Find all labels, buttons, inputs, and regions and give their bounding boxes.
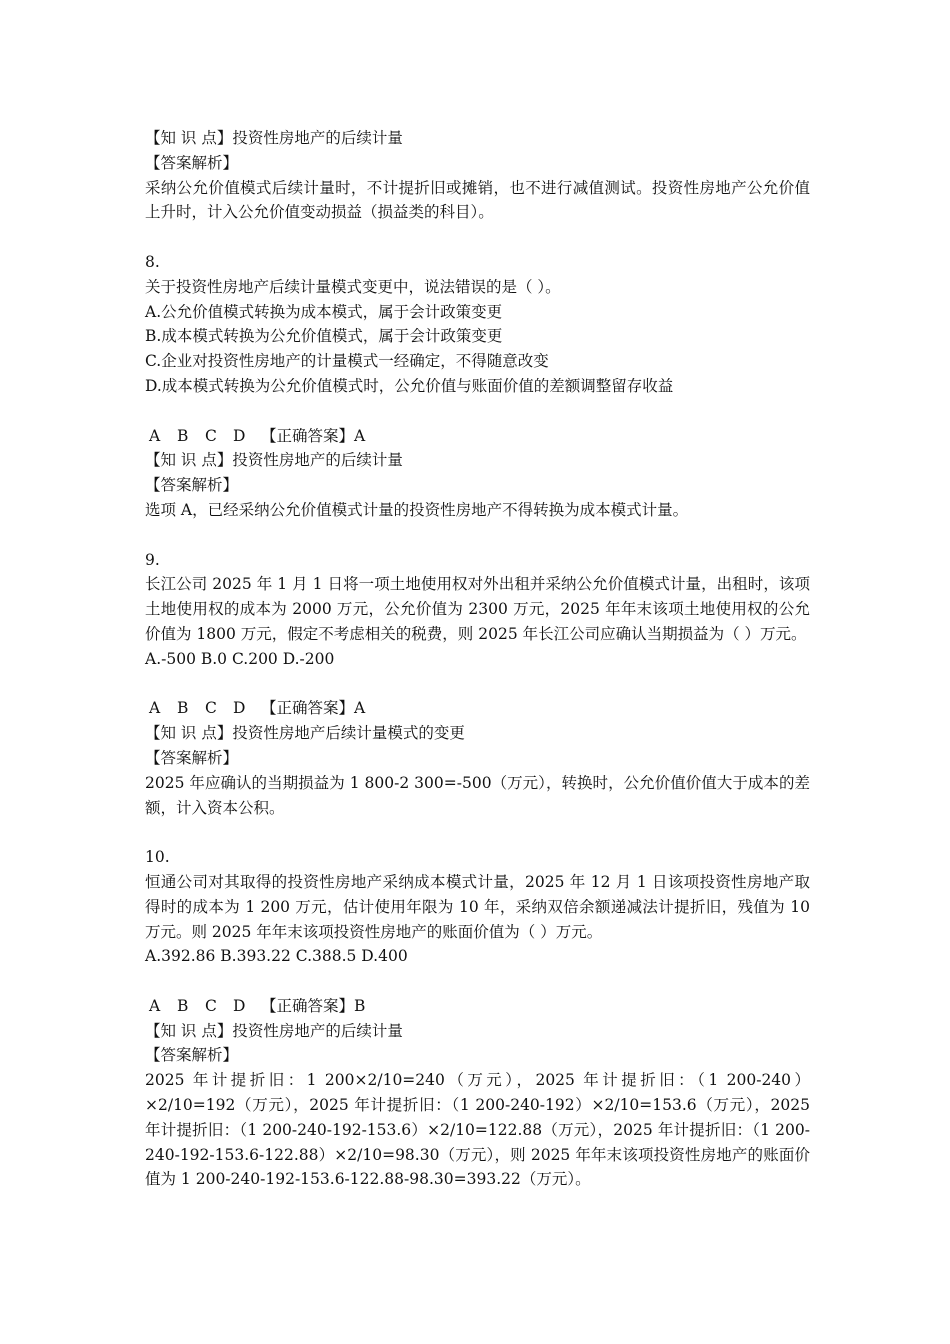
knowledge-point: 【知 识 点】投资性房地产的后续计量	[145, 1021, 403, 1040]
analysis-label: 【答案解析】	[145, 1046, 239, 1065]
choice-a[interactable]: A	[149, 996, 161, 1015]
choice-b[interactable]: B	[177, 996, 189, 1015]
correct-answer: 【正确答案】A	[261, 426, 366, 445]
choice-b[interactable]: B	[177, 699, 189, 718]
choice-d[interactable]: D	[233, 426, 246, 445]
choice-c[interactable]: C	[205, 426, 217, 445]
analysis-label: 【答案解析】	[145, 153, 239, 172]
question-number: 9.	[145, 550, 160, 569]
correct-answer: 【正确答案】A	[261, 699, 366, 718]
choice-b[interactable]: B	[177, 426, 189, 445]
question-stem: 长江公司 2025 年 1 月 1 日将一项土地使用权对外出租并采纳公允价值模式计量，出租时，该项土地使用权的成本为 2000 万元，公允价值为 2300 万元，2025 年年末该项土地使用权的公允价值为 1800 万元，假定不考虑相关的税费，则 2025 年长江公司应确认当期损益为（ ）万元。	[145, 575, 810, 643]
analysis-text: 选项 A，已经采纳公允价值模式计量的投资性房地产不得转换为成本模式计量。	[145, 500, 689, 519]
knowledge-point: 【知 识 点】投资性房地产的后续计量	[145, 129, 403, 147]
document-page	[145, 126, 810, 1192]
correct-answer: 【正确答案】B	[261, 996, 366, 1015]
option-d: D.成本模式转换为公允价值模式时，公允价值与账面价值的差额调整留存收益	[145, 376, 674, 395]
choice-d[interactable]: D	[233, 699, 246, 718]
analysis-text: 采纳公允价值模式后续计量时，不计提折旧或摊销，也不进行减值测试。投资性房地产公允价值上升时，计入公允价值变动损益（损益类的科目）。	[145, 178, 810, 222]
knowledge-point: 【知 识 点】投资性房地产后续计量模式的变更	[145, 724, 465, 743]
answer-row	[145, 696, 810, 721]
knowledge-point: 【知 识 点】投资性房地产的后续计量	[145, 451, 403, 470]
answer-row	[145, 424, 810, 449]
choice-a[interactable]: A	[149, 426, 161, 445]
analysis-text: 2025 年计提折旧：1 200×2/10=240（万元），2025 年计提折旧：（1 200-240）×2/10=192（万元），2025 年计提折旧：（1 200-240-192）×2/10=153.6（万元），2025 年计提折旧：（1 200-240-192-153.6）×2/10=122.88（万元），2025 年计提折旧：（1 200-240-192-153.6-122.88）×2/10=98.30（万元），则 2025 年年末该项投资性房地产的账面价值为 1 200-240-192-153.6-122.88-98.30=393.22（万元）。	[145, 1071, 810, 1189]
choice-a[interactable]: A	[149, 699, 161, 718]
analysis-label: 【答案解析】	[145, 476, 239, 495]
option-a: A.公允价值模式转换为成本模式，属于会计政策变更	[145, 302, 503, 321]
choice-d[interactable]: D	[233, 996, 246, 1015]
answer-row	[145, 994, 810, 1019]
option-b: B.成本模式转换为公允价值模式，属于会计政策变更	[145, 327, 503, 346]
question-stem: 恒通公司对其取得的投资性房地产采纳成本模式计量，2025 年 12 月 1 日该项投资性房地产取得时的成本为 1 200 万元，估计使用年限为 10 年，采纳双倍余额递减法计提折旧，残值为 10 万元。则 2025 年年末该项投资性房地产的账面价值为（ ）万元。	[145, 872, 810, 941]
analysis-label: 【答案解析】	[145, 748, 239, 767]
choice-c[interactable]: C	[205, 699, 217, 718]
question-number: 8.	[145, 252, 160, 271]
choice-c[interactable]: C	[205, 996, 217, 1015]
options-line: A.392.86 B.393.22 C.388.5 D.400	[145, 947, 408, 966]
options-line: A.-500 B.0 C.200 D.-200	[145, 649, 335, 668]
option-c: C.企业对投资性房地产的计量模式一经确定，不得随意改变	[145, 352, 549, 371]
question-number: 10.	[145, 848, 170, 867]
question-stem: 关于投资性房地产后续计量模式变更中，说法错误的是（ ）。	[145, 277, 561, 296]
analysis-text: 2025 年应确认的当期损益为 1 800-2 300=-500（万元），转换时，公允价值价值大于成本的差额，计入资本公积。	[145, 773, 810, 817]
